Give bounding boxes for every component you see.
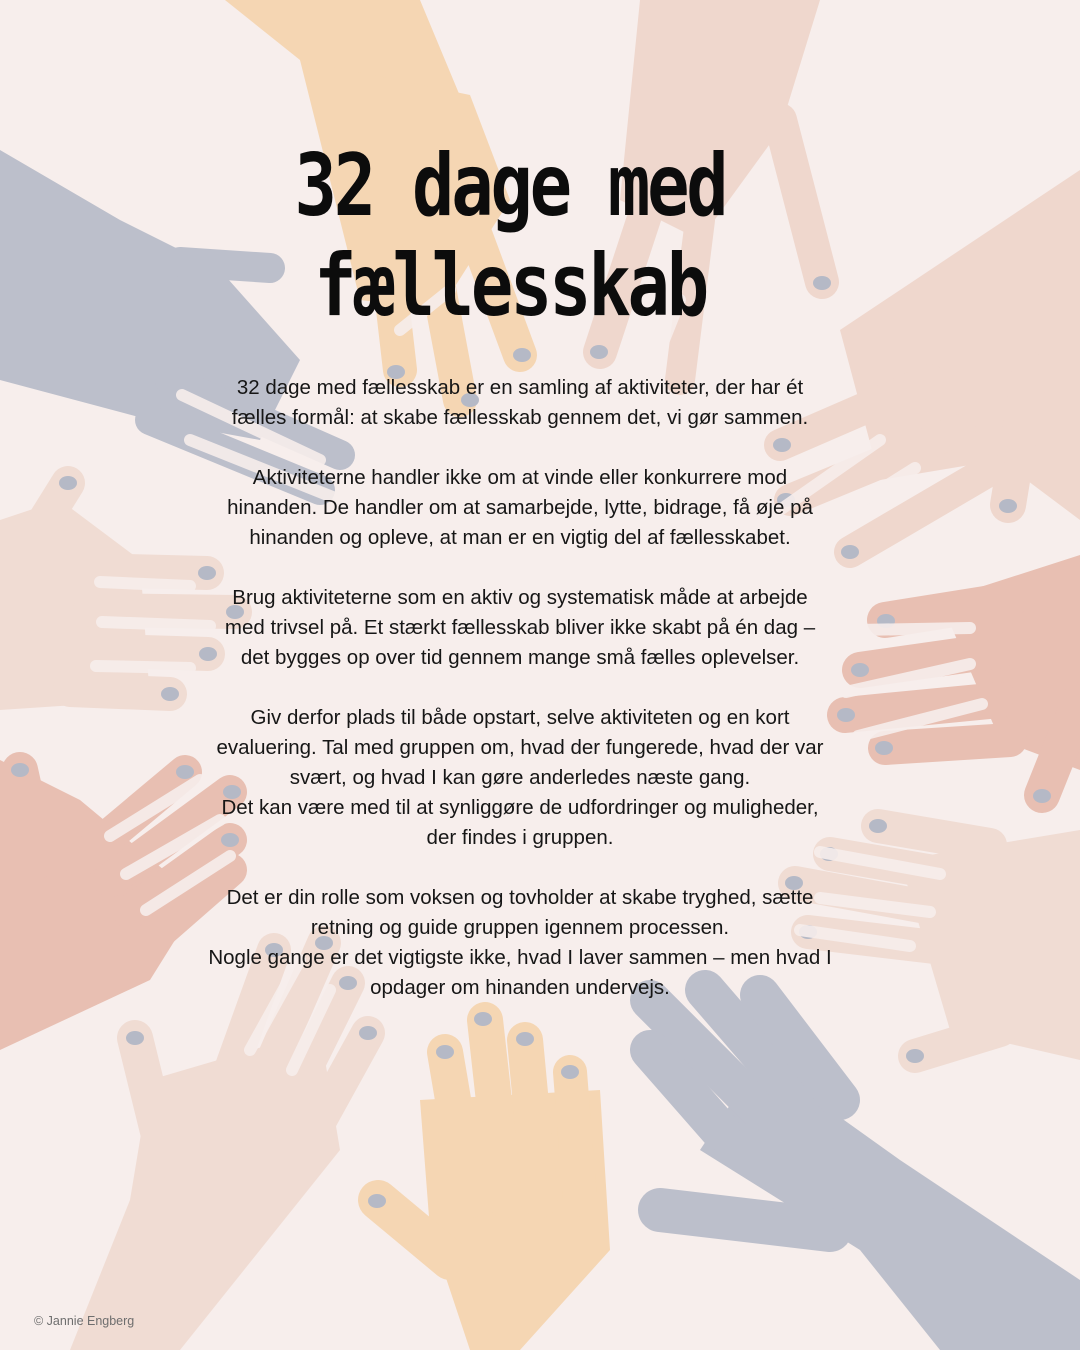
page-title bbox=[223, 136, 797, 336]
paragraph-5: Det er din rolle som voksen og tovholder at skabe tryghed, sætte retning og guide gruppen igennem processen. Nogle gange er det vigtigste ikke, hvad I laver sammen – men hvad I opdager om hinanden undervejs. bbox=[208, 886, 832, 999]
paragraph-1: 32 dage med fællesskab er en samling af aktiviteter, der har ét fælles formål: at skabe fællesskab gennem det, vi gør sammen. bbox=[231, 376, 809, 429]
hand-right-rose bbox=[845, 555, 1080, 795]
intro-text bbox=[170, 373, 870, 1033]
paragraph-2: Aktiviteterne handler ikke om at vinde eller konkurrere mod hinanden. De handler om at samarbejde, lytte, bidrage, få øje på hinanden og opleve, at man er en vigtig del af fællesskabet. bbox=[227, 466, 813, 549]
title-line-1: 32 dage med bbox=[294, 136, 726, 236]
title-line-2: fællesskab bbox=[314, 236, 706, 336]
paragraph-3: Brug aktiviteterne som en aktiv og systematisk måde at arbejde med trivsel på. Et stærkt fællesskab bliver ikke skabt på én dag – det bygges op over tid gennem mange små fælles oplevelser. bbox=[224, 586, 816, 669]
copyright-credit: © Jannie Engberg bbox=[34, 1314, 135, 1328]
paragraph-4: Giv derfor plads til både opstart, selve aktiviteten og en kort evaluering. Tal med gruppen om, hvad der fungerede, hvad der var svært, og hvad I kan gøre anderledes næste gang. Det kan være med til at synliggøre de udfordringer og muligheder, der findes i gruppen. bbox=[216, 706, 824, 849]
